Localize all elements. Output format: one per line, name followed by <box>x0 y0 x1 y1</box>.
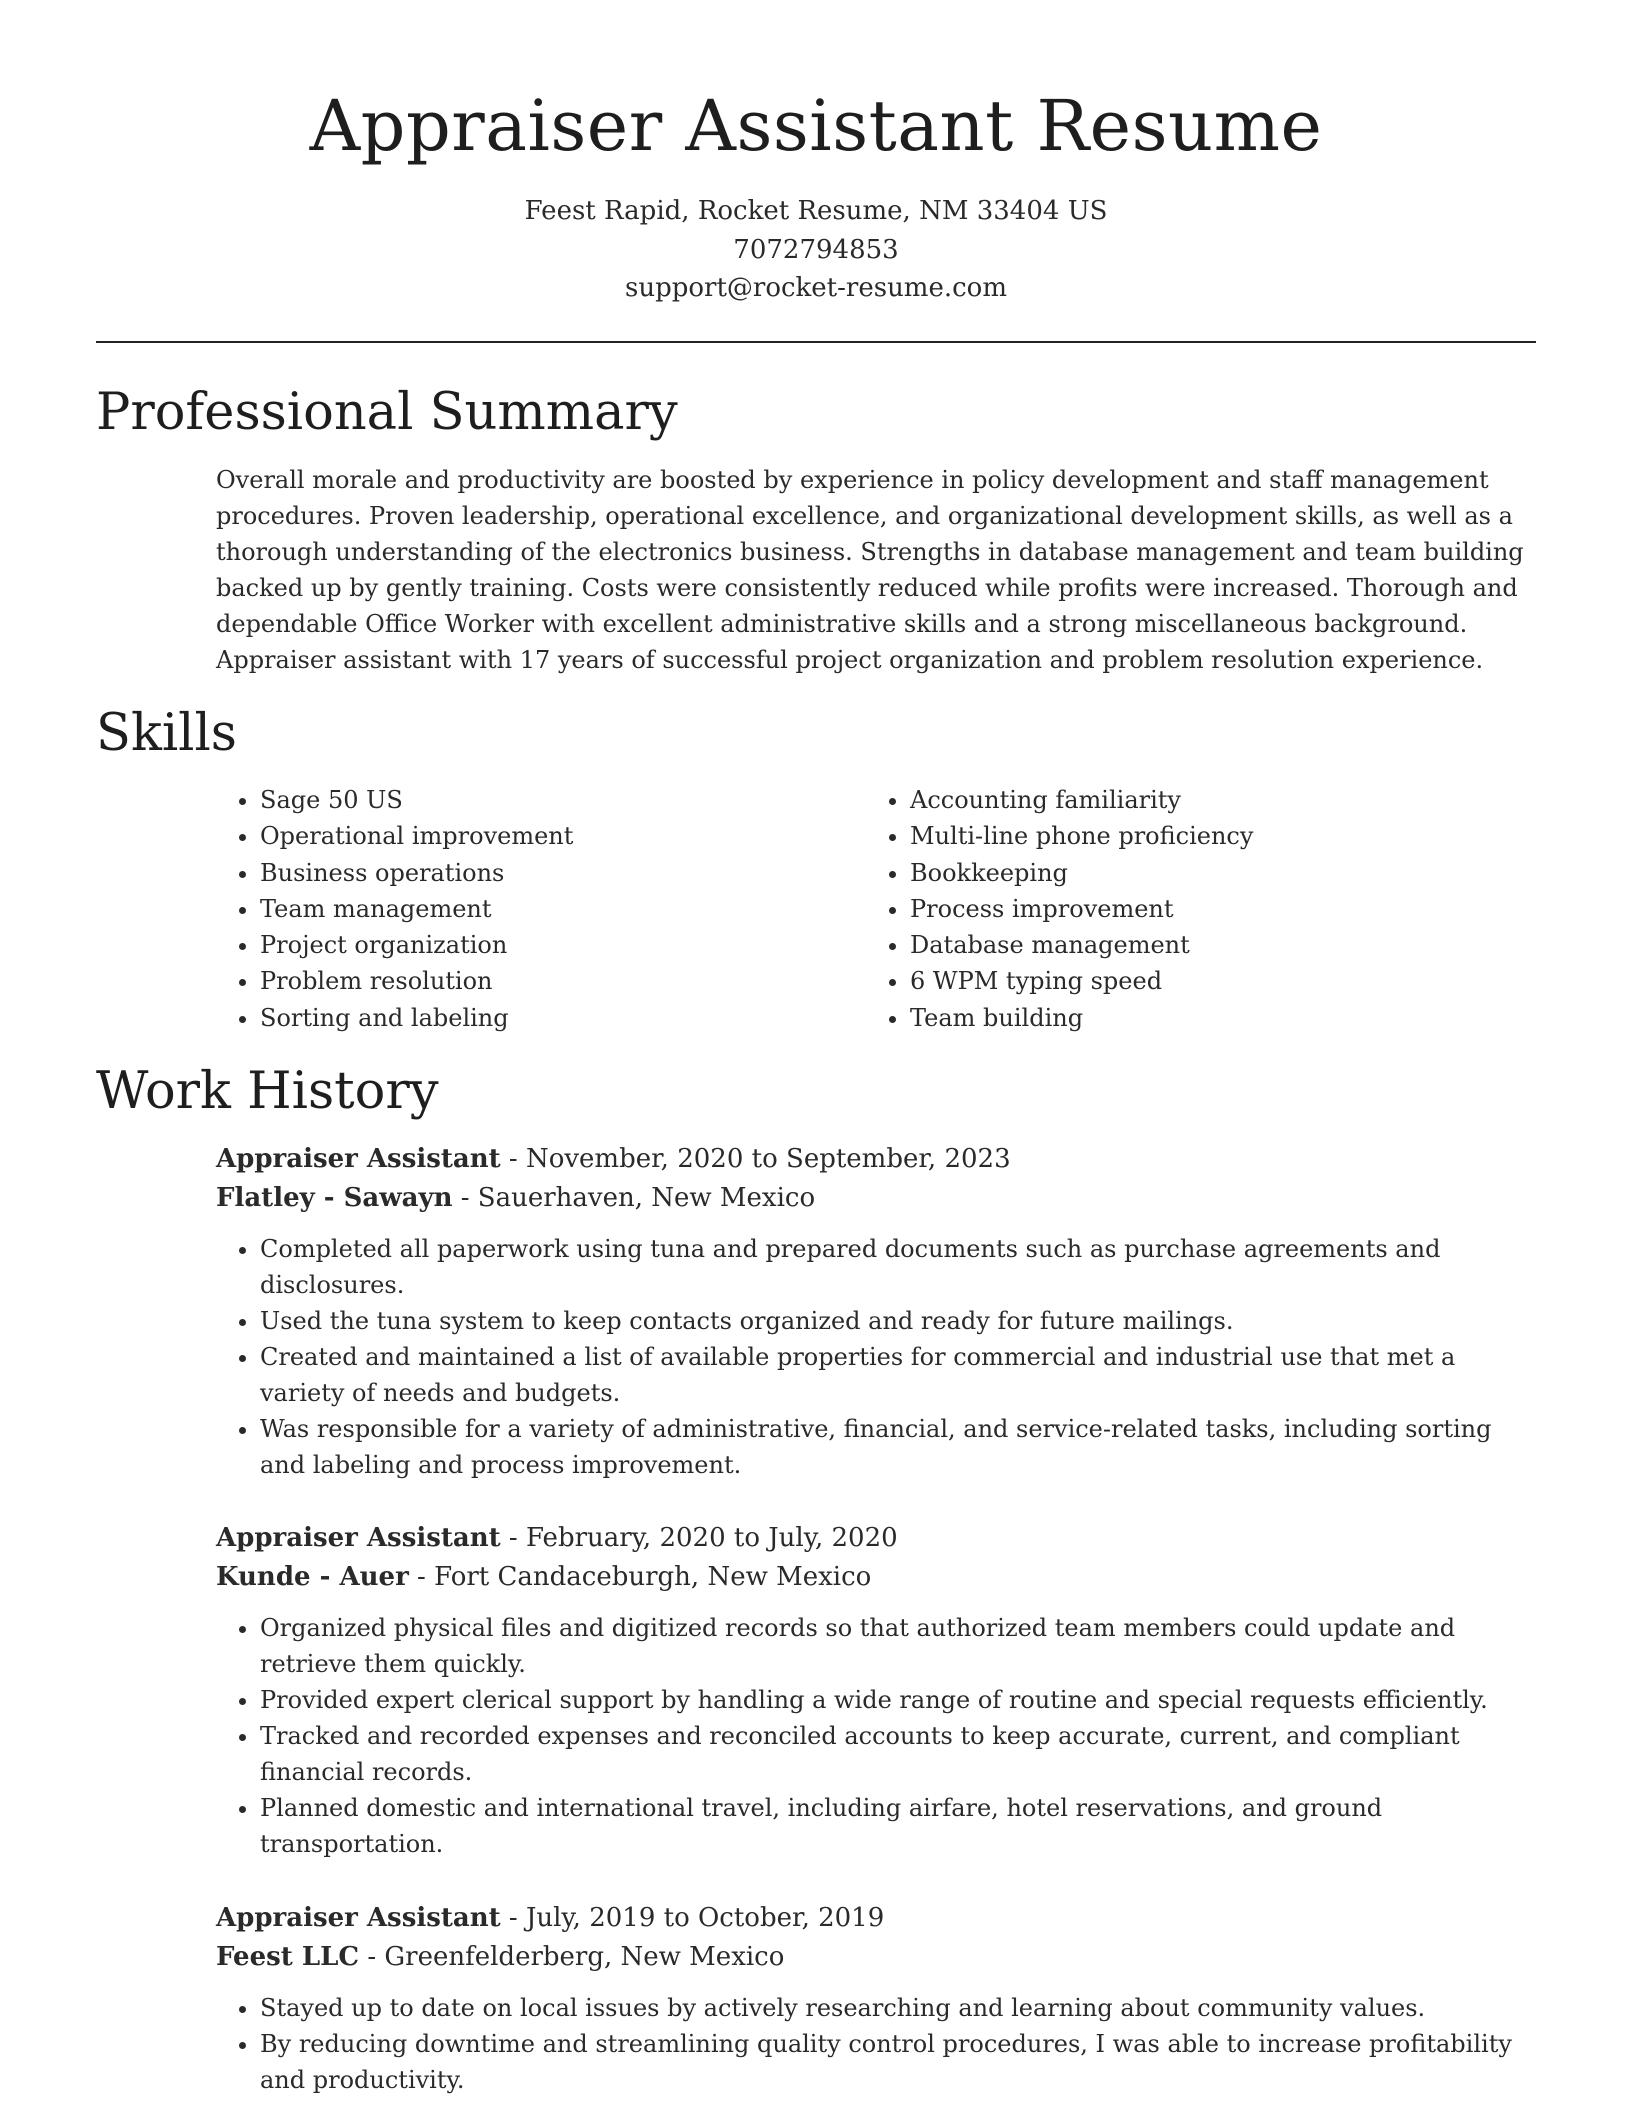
job-bullet: • Organized physical files and digitized records so that authorized team members could update and retrieve them quickly. <box>260 1610 1536 1682</box>
job-bullet: • By reducing downtime and streamlining quality control procedures, I was able to increase profitability and productivity. <box>260 2026 1536 2098</box>
job-location: - Fort Candaceburgh, New Mexico <box>408 1561 872 1592</box>
job-bullet-list <box>216 1610 1536 1862</box>
skill-item: • Accounting familiarity <box>910 782 1486 818</box>
job-bullet-list <box>216 1990 1536 2098</box>
resume-title: Appraiser Assistant Resume <box>309 85 1323 167</box>
section-heading-work-history: Work History <box>96 1062 439 1121</box>
job-bullet-list <box>216 1231 1536 1483</box>
summary-text: Overall morale and productivity are boosted by experience in policy development and staff management procedures. Proven leadership, operational excellence, and organizational development skills, as well as a thorough understanding of the electronics business. Strengths in database management and team building backed up by gently training. Costs were consistently reduced while profits were increased. Thorough and dependable Office Worker with excellent administrative skills and a strong miscellaneous background. Appraiser assistant with 17 years of successful project organization and problem resolution experience. <box>216 466 1524 674</box>
job-title-line <box>216 1519 1536 1558</box>
job-location: - Greenfelderberg, New Mexico <box>359 1941 785 1972</box>
section-heading-skills: Skills <box>96 704 237 763</box>
skill-item: • Operational improvement <box>260 818 836 854</box>
job-bullet: • Used the tuna system to keep contacts organized and ready for future mailings. <box>260 1303 1536 1339</box>
job-entry <box>216 1899 1536 2098</box>
skill-item: • Process improvement <box>910 891 1486 927</box>
job-dates: - July, 2019 to October, 2019 <box>500 1903 885 1933</box>
job-bullet: • Planned domestic and international travel, including airfare, hotel reservations, and ground transportation. <box>260 1790 1536 1862</box>
job-title: Appraiser Assistant <box>216 1903 501 1933</box>
skill-item: • Problem resolution <box>260 963 836 999</box>
skills-list-right <box>866 782 1486 1036</box>
job-location: - Sauerhaven, New Mexico <box>452 1182 816 1213</box>
skill-item: • Project organization <box>260 927 836 963</box>
job-company-line <box>216 1179 1536 1218</box>
skill-item: • Multi-line phone proficiency <box>910 818 1486 854</box>
job-company: Kunde - Auer <box>216 1561 409 1592</box>
job-title-line <box>216 1140 1536 1179</box>
header-divider <box>96 341 1536 343</box>
job-bullet: • Tracked and recorded expenses and reconciled accounts to keep accurate, current, and compliant financial records. <box>260 1718 1536 1790</box>
job-entry <box>216 1140 1536 1483</box>
job-bullet: • Provided expert clerical support by handling a wide range of routine and special requests efficiently. <box>260 1682 1536 1718</box>
job-company: Feest LLC <box>216 1941 360 1972</box>
job-company-line <box>216 1938 1536 1977</box>
job-entry <box>216 1519 1536 1862</box>
job-company: Flatley - Sawayn <box>216 1182 453 1213</box>
contact-address: Feest Rapid, Rocket Resume, NM 33404 US <box>524 196 1108 226</box>
job-bullet: • Completed all paperwork using tuna and prepared documents such as purchase agreements and disclosures. <box>260 1231 1536 1303</box>
skill-item: • Sorting and labeling <box>260 1000 836 1036</box>
skills-list-left <box>216 782 836 1036</box>
job-title-line <box>216 1899 1536 1938</box>
job-bullet: • Stayed up to date on local issues by actively researching and learning about community values. <box>260 1990 1536 2026</box>
skill-item: • Team management <box>260 891 836 927</box>
job-dates: - February, 2020 to July, 2020 <box>500 1523 898 1553</box>
skill-item: • Team building <box>910 1000 1486 1036</box>
skill-item: • 6 WPM typing speed <box>910 963 1486 999</box>
contact-phone: 7072794853 <box>733 234 899 265</box>
skill-item: • Bookkeeping <box>910 855 1486 891</box>
skill-item: • Database management <box>910 927 1486 963</box>
section-heading-summary: Professional Summary <box>96 383 678 442</box>
contact-email: support@rocket-resume.com <box>624 273 1007 303</box>
job-company-line <box>216 1558 1536 1597</box>
job-title: Appraiser Assistant <box>216 1144 501 1174</box>
job-bullet: • Created and maintained a list of available properties for commercial and industrial use that met a variety of needs and budgets. <box>260 1339 1536 1411</box>
job-title: Appraiser Assistant <box>216 1523 501 1553</box>
contact-block <box>0 192 1632 308</box>
skill-item: • Sage 50 US <box>260 782 836 818</box>
skill-item: • Business operations <box>260 855 836 891</box>
job-dates: - November, 2020 to September, 2023 <box>500 1144 1011 1174</box>
job-bullet: • Was responsible for a variety of administrative, financial, and service-related tasks, including sorting and labeling and process improvement. <box>260 1411 1536 1483</box>
